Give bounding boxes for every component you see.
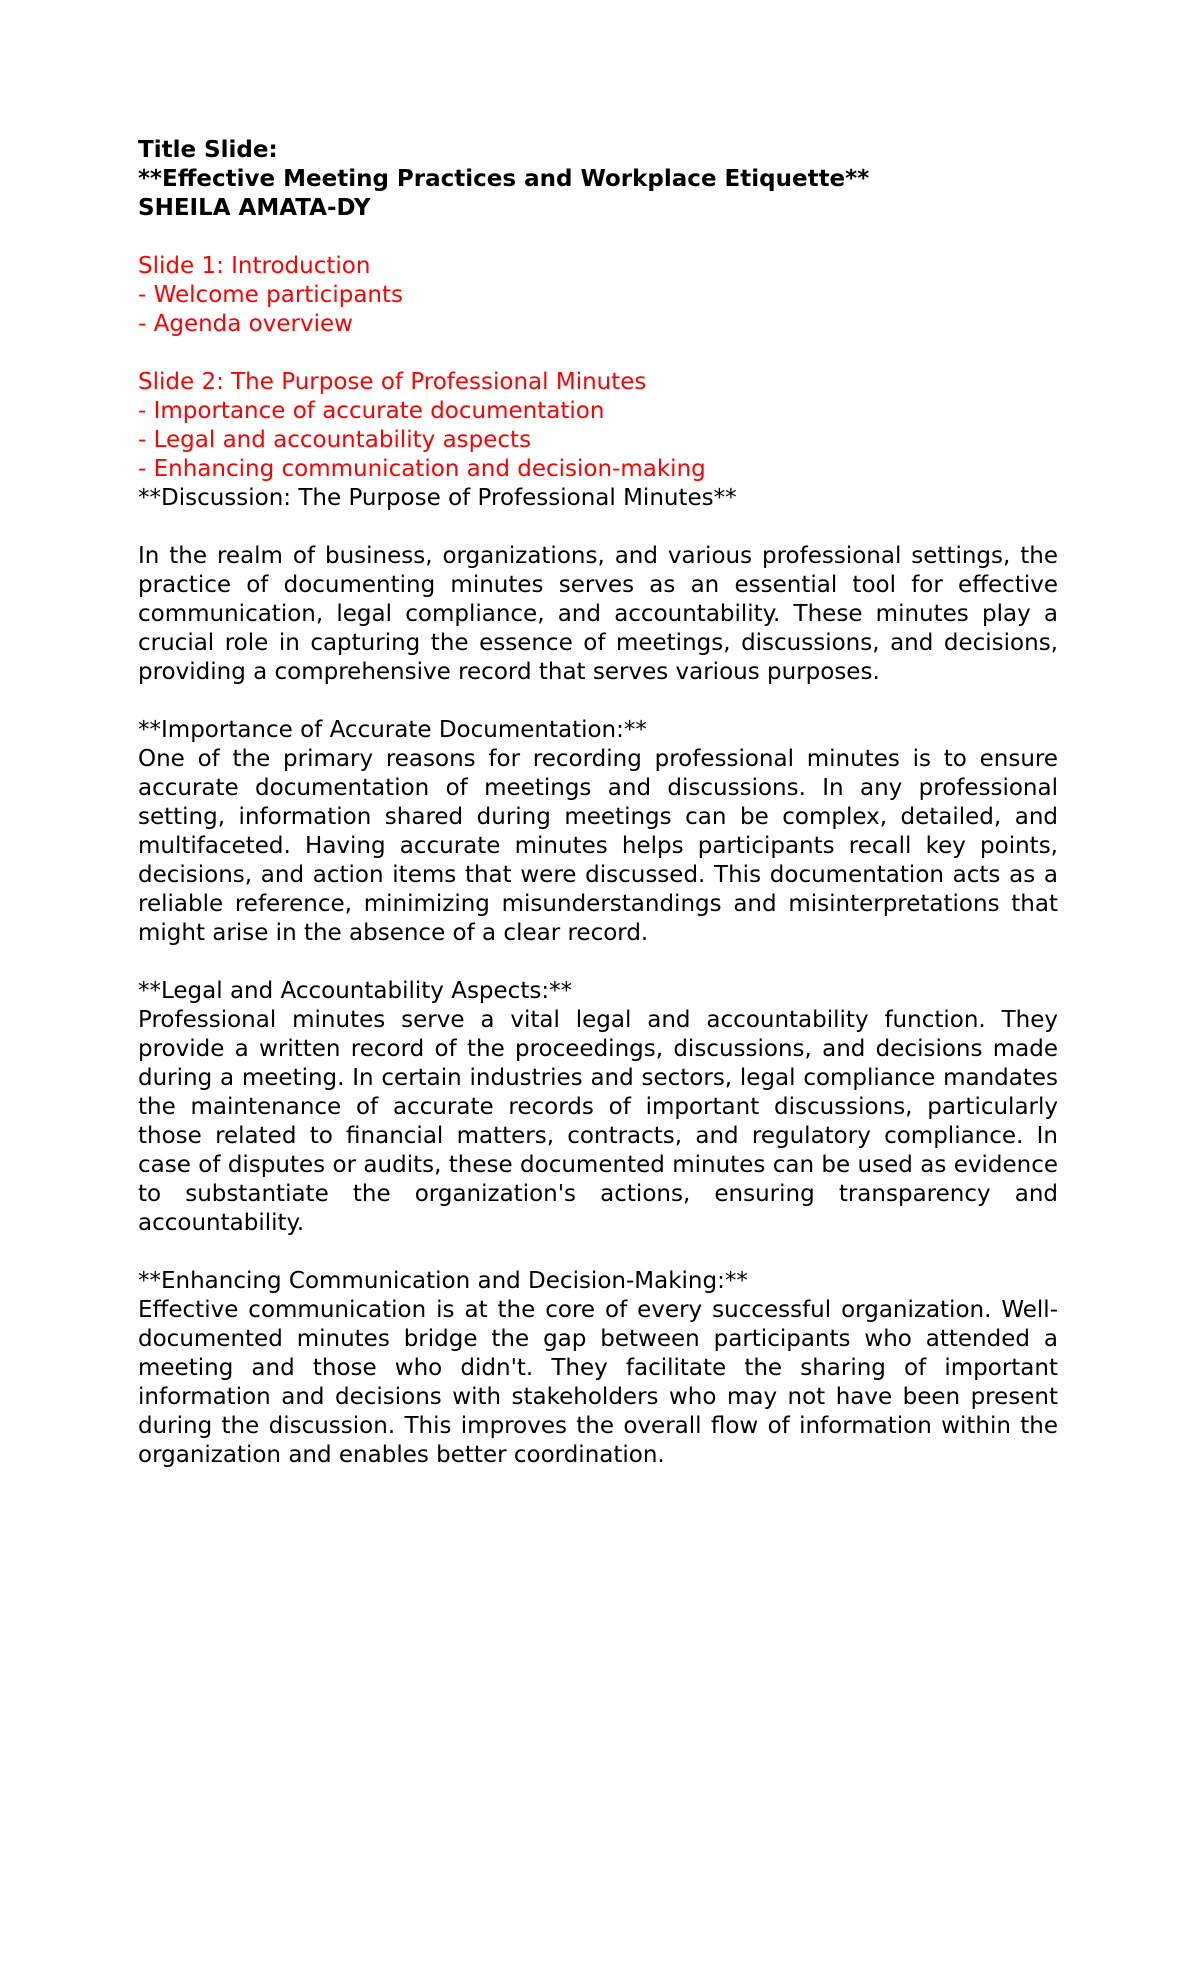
- slide1-bullet: - Welcome participants: [138, 282, 403, 308]
- slide1-heading: Slide 1: Introduction: [138, 253, 371, 279]
- spacer: [138, 948, 1058, 977]
- slide1-bullet: - Agenda overview: [138, 311, 353, 337]
- slide2-bullet: - Legal and accountability aspects: [138, 427, 532, 453]
- spacer: [138, 687, 1058, 716]
- section-heading-accurate-documentation: **Importance of Accurate Documentation:**: [138, 717, 647, 743]
- document-page: [138, 136, 1058, 1470]
- section-body-legal-accountability: Professional minutes serve a vital legal and accountability function. They provide a written record of the proceedings, discussions, and decisions made during a meeting. In certain industries and sectors, legal compliance mandates the maintenance of accurate records of important discussions, particularly those related to financial matters, contracts, and regulatory compliance. In case of disputes or audits, these documented minutes can be used as evidence to substantiate the organization's actions, ensuring transparency and accountability.: [138, 1007, 1058, 1236]
- slide2-bullet: - Enhancing communication and decision-making: [138, 456, 706, 482]
- document-title: **Effective Meeting Practices and Workplace Etiquette**: [138, 166, 870, 192]
- author-name: SHEILA AMATA-DY: [138, 195, 371, 221]
- section-body-accurate-documentation: One of the primary reasons for recording professional minutes is to ensure accurate documentation of meetings and discussions. In any professional setting, information shared during meetings can be complex, detailed, and multifaceted. Having accurate minutes helps participants recall key points, decisions, and action items that were discussed. This documentation acts as a reliable reference, minimizing misunderstandings and misinterpretations that might arise in the absence of a clear record.: [138, 746, 1058, 946]
- spacer: [138, 1238, 1058, 1267]
- section-heading-communication: **Enhancing Communication and Decision-Making:**: [138, 1268, 748, 1294]
- slide2-bullet: - Importance of accurate documentation: [138, 398, 605, 424]
- title-slide-label: Title Slide:: [138, 137, 278, 163]
- spacer: [138, 339, 1058, 368]
- section-body-communication: Effective communication is at the core of every successful organization. Well-documented minutes bridge the gap between participants who attended a meeting and those who didn't. They facilitate the sharing of important information and decisions with stakeholders who may not have been present during the discussion. This improves the overall flow of information within the organization and enables better coordination.: [138, 1297, 1058, 1468]
- section-heading-legal-accountability: **Legal and Accountability Aspects:**: [138, 978, 573, 1004]
- discussion-heading: **Discussion: The Purpose of Professional Minutes**: [138, 485, 737, 511]
- spacer: [138, 513, 1058, 542]
- spacer: [138, 223, 1058, 252]
- discussion-intro-paragraph: In the realm of business, organizations, and various professional settings, the practice of documenting minutes serves as an essential tool for effective communication, legal compliance, and accountability. These minutes play a crucial role in capturing the essence of meetings, discussions, and decisions, providing a comprehensive record that serves various purposes.: [138, 543, 1058, 685]
- slide2-heading: Slide 2: The Purpose of Professional Minutes: [138, 369, 647, 395]
